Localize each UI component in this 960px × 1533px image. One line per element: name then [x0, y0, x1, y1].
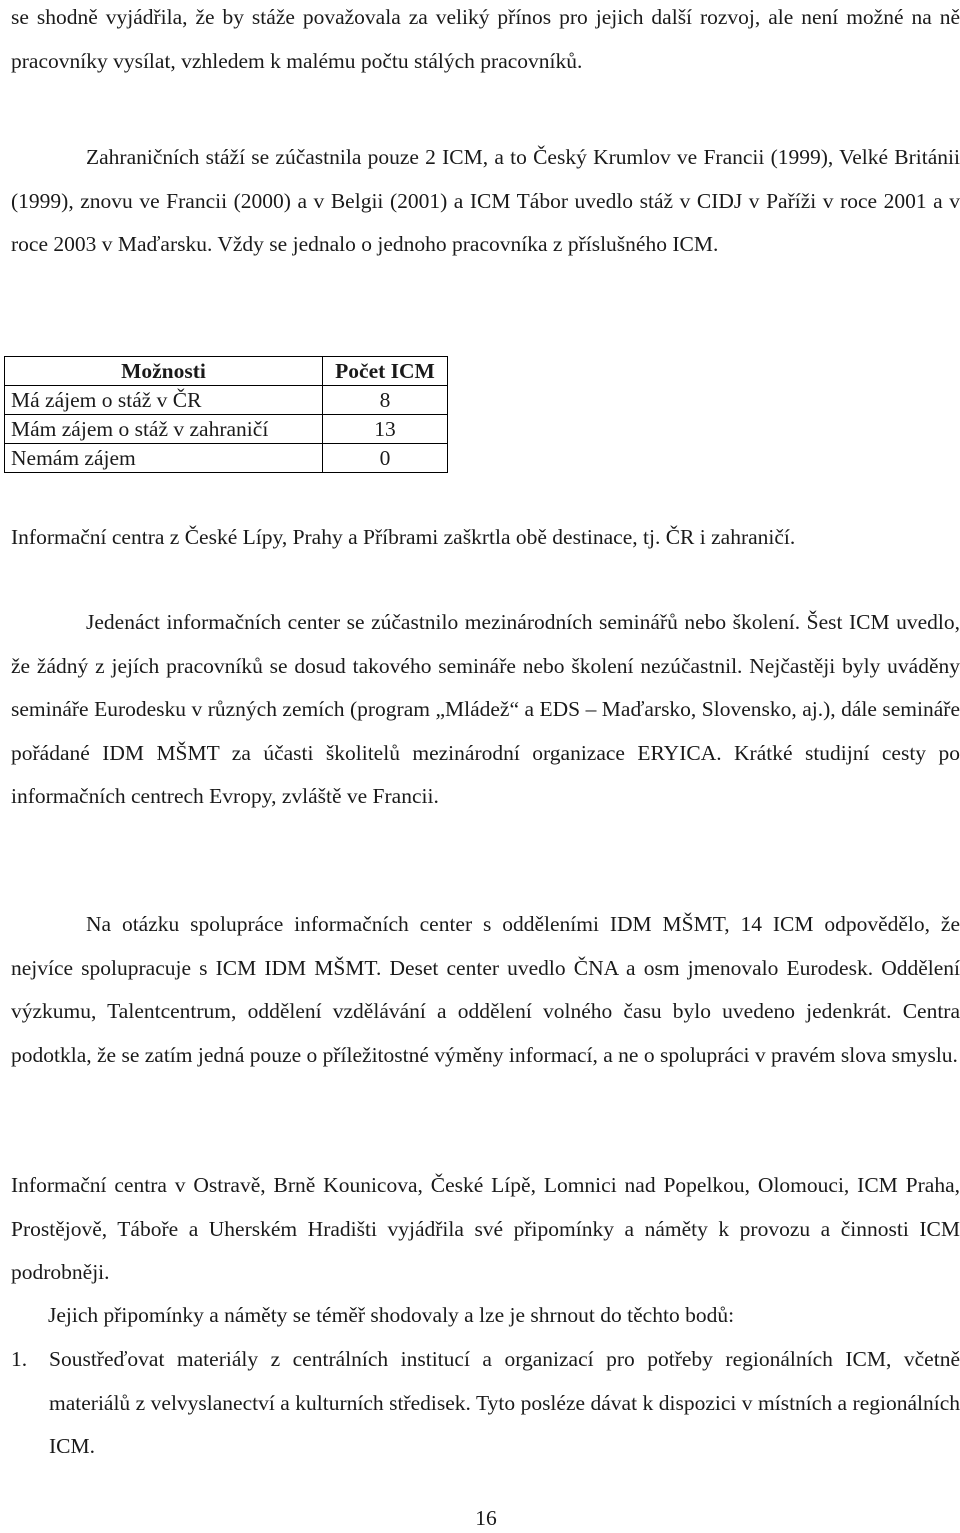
table-header-options: Možnosti [5, 357, 323, 386]
table-cell-option: Má zájem o stáž v ČR [5, 386, 323, 415]
table-cell-count: 0 [323, 444, 448, 473]
paragraph-both-destinations: Informační centra z České Lípy, Prahy a Příbrami zaškrtla obě destinace, tj. ČR i zahraničí. [11, 525, 796, 549]
paragraph-international-seminars: Jedenáct informačních center se zúčastnilo mezinárodních seminářů nebo školení. Šest ICM uvedlo, že žádný z jejích pracovníků se dosud takového semináře nebo školení nezúčastnil. Nejčastěji byly uváděny semináře Eurodesku v různých zemích (program „Mládež“ a EDS – Maďarsko, Slovensko, aj.), dále semináře pořádané IDM MŠMT za účasti školitelů mezinárodní organizace ERYICA. Krátké studijní cesty po informačních centrech Evropy, zvláště ve Francii. [11, 610, 960, 808]
table-cell-option: Nemám zájem [5, 444, 323, 473]
table-cell-count: 13 [323, 415, 448, 444]
table-cell-option: Mám zájem o stáž v zahraničí [5, 415, 323, 444]
table-row [5, 386, 448, 415]
paragraph-idm-cooperation: Na otázku spolupráce informačních center s odděleními IDM MŠMT, 14 ICM odpovědělo, že nejvíce spolupracuje s ICM IDM MŠMT. Deset center uvedlo ČNA a osm jmenovalo Eurodesk. Oddělení výzkumu, Talentcentrum, oddělení vzdělávání a oddělení volného času bylo uvedeno jedenkrát. Centra podotkla, že se zatím jedná pouze o příležitostné výměny informací, a ne o spolupráci v pravém slova smyslu. [11, 912, 960, 1067]
paragraph-foreign-internships: Zahraničních stáží se zúčastnila pouze 2 ICM, a to Český Krumlov ve Francii (1999), Velké Británii (1999), znovu ve Francii (2000) a v Belgii (2001) a ICM Tábor uvedlo stáž v CIDJ v Paříži v roce 2001 a v roce 2003 v Maďarsku. Vždy se jednalo o jednoho pracovníka z příslušného ICM. [11, 145, 960, 256]
table-row [5, 415, 448, 444]
list-item-number: 1. [11, 1347, 28, 1371]
list-item [11, 1338, 960, 1469]
table-header-row [5, 357, 448, 386]
table-row [5, 444, 448, 473]
paragraph-centers-comments: Informační centra v Ostravě, Brně Kounicova, České Lípě, Lomnici nad Popelkou, Olomouci, ICM Praha, Prostějově, Táboře a Uherském Hradišti vyjádřila své připomínky a náměty k provozu a činnosti ICM podrobněji. [11, 1173, 960, 1284]
table-cell-count: 8 [323, 386, 448, 415]
table-header-count: Počet ICM [323, 357, 448, 386]
list-lead-text: Jejich připomínky a náměty se téměř shodovaly a lze je shrnout do těchto bodů: [48, 1303, 735, 1327]
list-item-text: Soustřeďovat materiály z centrálních institucí a organizací pro potřeby regionálních ICM, včetně materiálů z velvyslanectví a kulturních středisek. Tyto posléze dávat k dispozici v místních a regionálních ICM. [49, 1347, 960, 1458]
page-number: 16 [475, 1506, 497, 1530]
paragraph-continuation: se shodně vyjádřila, že by stáže považovala za veliký přínos pro jejich další rozvoj, ale není možné na ně pracovníky vysílat, vzhledem k malému počtu stálých pracovníků. [11, 5, 960, 73]
internship-interest-table [4, 356, 448, 473]
